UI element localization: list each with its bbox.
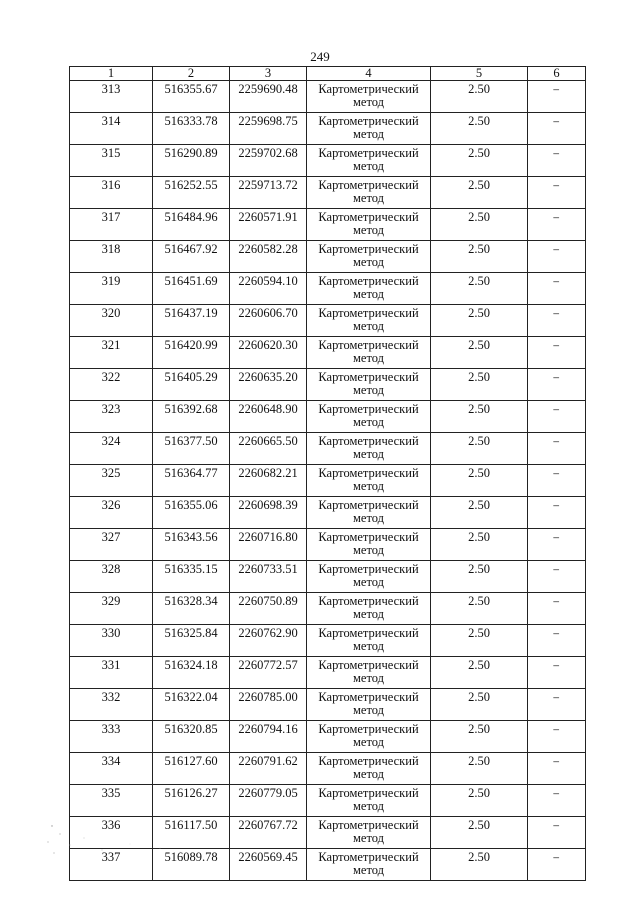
table-row bbox=[70, 241, 586, 273]
table-row bbox=[70, 561, 586, 593]
method-cell bbox=[307, 753, 431, 785]
x-coordinate-cell: 516451.69 bbox=[153, 273, 230, 305]
method-line-2: метод bbox=[352, 351, 384, 365]
dash-mark: – bbox=[553, 338, 560, 352]
method-line-2: метод bbox=[352, 447, 384, 461]
y-coordinate-cell: 2260620.30 bbox=[230, 337, 307, 369]
method-line-2: метод bbox=[352, 639, 384, 653]
dash-mark: – bbox=[553, 786, 560, 800]
table-row bbox=[70, 785, 586, 817]
accuracy-cell: 2.50 bbox=[431, 625, 528, 657]
method-line-2: метод bbox=[352, 543, 384, 557]
method-cell bbox=[307, 401, 431, 433]
x-coordinate-cell: 516364.77 bbox=[153, 465, 230, 497]
note-cell bbox=[528, 689, 586, 721]
method-line-2: метод bbox=[352, 223, 384, 237]
accuracy-cell: 2.50 bbox=[431, 177, 528, 209]
point-number-cell: 335 bbox=[70, 785, 153, 817]
method-line-2: метод bbox=[352, 671, 384, 685]
note-cell bbox=[528, 145, 586, 177]
column-header: 3 bbox=[230, 67, 307, 81]
note-cell bbox=[528, 529, 586, 561]
method-line-2: метод bbox=[352, 735, 384, 749]
header-row bbox=[70, 67, 586, 81]
method-line-1: Картометрический bbox=[318, 114, 419, 128]
table-row bbox=[70, 849, 586, 881]
method-line-1: Картометрический bbox=[318, 338, 419, 352]
note-cell bbox=[528, 465, 586, 497]
method-line-2: метод bbox=[352, 415, 384, 429]
x-coordinate-cell: 516420.99 bbox=[153, 337, 230, 369]
point-number-cell: 326 bbox=[70, 497, 153, 529]
method-cell bbox=[307, 497, 431, 529]
y-coordinate-cell: 2260582.28 bbox=[230, 241, 307, 273]
accuracy-cell: 2.50 bbox=[431, 721, 528, 753]
note-cell bbox=[528, 433, 586, 465]
method-line-2: метод bbox=[352, 703, 384, 717]
method-cell bbox=[307, 273, 431, 305]
table-row bbox=[70, 753, 586, 785]
method-cell bbox=[307, 177, 431, 209]
method-line-2: метод bbox=[352, 383, 384, 397]
accuracy-cell: 2.50 bbox=[431, 593, 528, 625]
method-line-2: метод bbox=[352, 863, 384, 877]
table-row bbox=[70, 209, 586, 241]
table-row bbox=[70, 625, 586, 657]
accuracy-cell: 2.50 bbox=[431, 657, 528, 689]
method-cell bbox=[307, 369, 431, 401]
dash-mark: – bbox=[553, 146, 560, 160]
note-cell bbox=[528, 241, 586, 273]
dash-mark: – bbox=[553, 274, 560, 288]
coordinates-table bbox=[69, 66, 586, 881]
column-header: 1 bbox=[70, 67, 153, 81]
method-line-1: Картометрический bbox=[318, 306, 419, 320]
note-cell bbox=[528, 561, 586, 593]
method-line-1: Картометрический bbox=[318, 690, 419, 704]
accuracy-cell: 2.50 bbox=[431, 753, 528, 785]
method-cell bbox=[307, 817, 431, 849]
method-line-1: Картометрический bbox=[318, 146, 419, 160]
accuracy-cell: 2.50 bbox=[431, 145, 528, 177]
note-cell bbox=[528, 497, 586, 529]
x-coordinate-cell: 516320.85 bbox=[153, 721, 230, 753]
y-coordinate-cell: 2259702.68 bbox=[230, 145, 307, 177]
x-coordinate-cell: 516355.06 bbox=[153, 497, 230, 529]
table-row bbox=[70, 593, 586, 625]
dash-mark: – bbox=[553, 754, 560, 768]
point-number-cell: 337 bbox=[70, 849, 153, 881]
y-coordinate-cell: 2260762.90 bbox=[230, 625, 307, 657]
method-cell bbox=[307, 625, 431, 657]
table-row bbox=[70, 433, 586, 465]
dash-mark: – bbox=[553, 466, 560, 480]
method-cell bbox=[307, 145, 431, 177]
method-cell bbox=[307, 433, 431, 465]
method-cell bbox=[307, 849, 431, 881]
x-coordinate-cell: 516484.96 bbox=[153, 209, 230, 241]
note-cell bbox=[528, 337, 586, 369]
y-coordinate-cell: 2260733.51 bbox=[230, 561, 307, 593]
x-coordinate-cell: 516324.18 bbox=[153, 657, 230, 689]
y-coordinate-cell: 2260569.45 bbox=[230, 849, 307, 881]
point-number-cell: 336 bbox=[70, 817, 153, 849]
point-number-cell: 324 bbox=[70, 433, 153, 465]
y-coordinate-cell: 2260665.50 bbox=[230, 433, 307, 465]
table-row bbox=[70, 273, 586, 305]
note-cell bbox=[528, 209, 586, 241]
method-line-1: Картометрический bbox=[318, 466, 419, 480]
method-line-1: Картометрический bbox=[318, 818, 419, 832]
method-line-2: метод bbox=[352, 287, 384, 301]
point-number-cell: 319 bbox=[70, 273, 153, 305]
accuracy-cell: 2.50 bbox=[431, 529, 528, 561]
point-number-cell: 323 bbox=[70, 401, 153, 433]
x-coordinate-cell: 516322.04 bbox=[153, 689, 230, 721]
y-coordinate-cell: 2259713.72 bbox=[230, 177, 307, 209]
dash-mark: – bbox=[553, 818, 560, 832]
accuracy-cell: 2.50 bbox=[431, 465, 528, 497]
table-row bbox=[70, 369, 586, 401]
table-row bbox=[70, 721, 586, 753]
table-row bbox=[70, 529, 586, 561]
method-cell bbox=[307, 113, 431, 145]
method-line-1: Картометрический bbox=[318, 722, 419, 736]
table-body bbox=[70, 81, 586, 881]
point-number-cell: 331 bbox=[70, 657, 153, 689]
point-number-cell: 313 bbox=[70, 81, 153, 113]
y-coordinate-cell: 2260648.90 bbox=[230, 401, 307, 433]
table-row bbox=[70, 465, 586, 497]
method-line-2: метод bbox=[352, 319, 384, 333]
method-line-1: Картометрический bbox=[318, 402, 419, 416]
method-line-1: Картометрический bbox=[318, 274, 419, 288]
accuracy-cell: 2.50 bbox=[431, 209, 528, 241]
method-cell bbox=[307, 689, 431, 721]
note-cell bbox=[528, 401, 586, 433]
dash-mark: – bbox=[553, 370, 560, 384]
accuracy-cell: 2.50 bbox=[431, 241, 528, 273]
point-number-cell: 320 bbox=[70, 305, 153, 337]
point-number-cell: 332 bbox=[70, 689, 153, 721]
point-number-cell: 328 bbox=[70, 561, 153, 593]
method-line-2: метод bbox=[352, 159, 384, 173]
method-cell bbox=[307, 337, 431, 369]
x-coordinate-cell: 516467.92 bbox=[153, 241, 230, 273]
x-coordinate-cell: 516437.19 bbox=[153, 305, 230, 337]
y-coordinate-cell: 2260571.91 bbox=[230, 209, 307, 241]
x-coordinate-cell: 516355.67 bbox=[153, 81, 230, 113]
note-cell bbox=[528, 657, 586, 689]
dash-mark: – bbox=[553, 402, 560, 416]
method-line-2: метод bbox=[352, 767, 384, 781]
dash-mark: – bbox=[553, 114, 560, 128]
method-line-2: метод bbox=[352, 831, 384, 845]
y-coordinate-cell: 2260606.70 bbox=[230, 305, 307, 337]
table-row bbox=[70, 177, 586, 209]
table-row bbox=[70, 113, 586, 145]
point-number-cell: 316 bbox=[70, 177, 153, 209]
note-cell bbox=[528, 625, 586, 657]
method-line-1: Картометрический bbox=[318, 786, 419, 800]
method-cell bbox=[307, 721, 431, 753]
y-coordinate-cell: 2260594.10 bbox=[230, 273, 307, 305]
method-cell bbox=[307, 785, 431, 817]
note-cell bbox=[528, 305, 586, 337]
note-cell bbox=[528, 721, 586, 753]
point-number-cell: 327 bbox=[70, 529, 153, 561]
method-line-1: Картометрический bbox=[318, 530, 419, 544]
column-header: 2 bbox=[153, 67, 230, 81]
x-coordinate-cell: 516126.27 bbox=[153, 785, 230, 817]
method-line-2: метод bbox=[352, 95, 384, 109]
x-coordinate-cell: 516343.56 bbox=[153, 529, 230, 561]
accuracy-cell: 2.50 bbox=[431, 817, 528, 849]
method-line-1: Картометрический bbox=[318, 82, 419, 96]
method-line-1: Картометрический bbox=[318, 242, 419, 256]
note-cell bbox=[528, 369, 586, 401]
accuracy-cell: 2.50 bbox=[431, 849, 528, 881]
accuracy-cell: 2.50 bbox=[431, 561, 528, 593]
page-number: 249 bbox=[310, 49, 330, 64]
x-coordinate-cell: 516405.29 bbox=[153, 369, 230, 401]
point-number-cell: 329 bbox=[70, 593, 153, 625]
x-coordinate-cell: 516377.50 bbox=[153, 433, 230, 465]
table-row bbox=[70, 81, 586, 113]
note-cell bbox=[528, 849, 586, 881]
accuracy-cell: 2.50 bbox=[431, 369, 528, 401]
method-cell bbox=[307, 81, 431, 113]
method-cell bbox=[307, 529, 431, 561]
method-line-1: Картометрический bbox=[318, 626, 419, 640]
accuracy-cell: 2.50 bbox=[431, 305, 528, 337]
method-line-1: Картометрический bbox=[318, 498, 419, 512]
dash-mark: – bbox=[553, 562, 560, 576]
note-cell bbox=[528, 177, 586, 209]
x-coordinate-cell: 516325.84 bbox=[153, 625, 230, 657]
point-number-cell: 325 bbox=[70, 465, 153, 497]
dash-mark: – bbox=[553, 82, 560, 96]
method-line-1: Картометрический bbox=[318, 850, 419, 864]
y-coordinate-cell: 2260716.80 bbox=[230, 529, 307, 561]
y-coordinate-cell: 2260698.39 bbox=[230, 497, 307, 529]
column-header: 4 bbox=[307, 67, 431, 81]
accuracy-cell: 2.50 bbox=[431, 81, 528, 113]
note-cell bbox=[528, 273, 586, 305]
dash-mark: – bbox=[553, 690, 560, 704]
dash-mark: – bbox=[553, 178, 560, 192]
x-coordinate-cell: 516290.89 bbox=[153, 145, 230, 177]
dash-mark: – bbox=[553, 594, 560, 608]
table-row bbox=[70, 657, 586, 689]
note-cell bbox=[528, 113, 586, 145]
dash-mark: – bbox=[553, 434, 560, 448]
method-line-2: метод bbox=[352, 255, 384, 269]
method-cell bbox=[307, 465, 431, 497]
method-line-1: Картометрический bbox=[318, 370, 419, 384]
method-line-2: метод bbox=[352, 479, 384, 493]
dash-mark: – bbox=[553, 210, 560, 224]
dash-mark: – bbox=[553, 722, 560, 736]
x-coordinate-cell: 516392.68 bbox=[153, 401, 230, 433]
table-row bbox=[70, 817, 586, 849]
method-line-1: Картометрический bbox=[318, 178, 419, 192]
table-row bbox=[70, 337, 586, 369]
dash-mark: – bbox=[553, 626, 560, 640]
table-row bbox=[70, 305, 586, 337]
table-row bbox=[70, 497, 586, 529]
dash-mark: – bbox=[553, 306, 560, 320]
accuracy-cell: 2.50 bbox=[431, 337, 528, 369]
column-header: 5 bbox=[431, 67, 528, 81]
point-number-cell: 317 bbox=[70, 209, 153, 241]
method-cell bbox=[307, 657, 431, 689]
accuracy-cell: 2.50 bbox=[431, 113, 528, 145]
dash-mark: – bbox=[553, 850, 560, 864]
x-coordinate-cell: 516252.55 bbox=[153, 177, 230, 209]
method-cell bbox=[307, 593, 431, 625]
method-line-2: метод bbox=[352, 799, 384, 813]
y-coordinate-cell: 2260682.21 bbox=[230, 465, 307, 497]
accuracy-cell: 2.50 bbox=[431, 273, 528, 305]
note-cell bbox=[528, 785, 586, 817]
point-number-cell: 333 bbox=[70, 721, 153, 753]
x-coordinate-cell: 516333.78 bbox=[153, 113, 230, 145]
point-number-cell: 315 bbox=[70, 145, 153, 177]
method-line-1: Картометрический bbox=[318, 754, 419, 768]
method-cell bbox=[307, 209, 431, 241]
y-coordinate-cell: 2260635.20 bbox=[230, 369, 307, 401]
dash-mark: – bbox=[553, 498, 560, 512]
point-number-cell: 322 bbox=[70, 369, 153, 401]
note-cell bbox=[528, 593, 586, 625]
table-row bbox=[70, 689, 586, 721]
x-coordinate-cell: 516089.78 bbox=[153, 849, 230, 881]
y-coordinate-cell: 2260767.72 bbox=[230, 817, 307, 849]
accuracy-cell: 2.50 bbox=[431, 689, 528, 721]
x-coordinate-cell: 516335.15 bbox=[153, 561, 230, 593]
method-line-2: метод bbox=[352, 191, 384, 205]
point-number-cell: 330 bbox=[70, 625, 153, 657]
accuracy-cell: 2.50 bbox=[431, 497, 528, 529]
dash-mark: – bbox=[553, 530, 560, 544]
method-line-2: метод bbox=[352, 511, 384, 525]
method-line-2: метод bbox=[352, 575, 384, 589]
point-number-cell: 318 bbox=[70, 241, 153, 273]
accuracy-cell: 2.50 bbox=[431, 433, 528, 465]
y-coordinate-cell: 2260791.62 bbox=[230, 753, 307, 785]
note-cell bbox=[528, 817, 586, 849]
accuracy-cell: 2.50 bbox=[431, 785, 528, 817]
note-cell bbox=[528, 753, 586, 785]
method-line-1: Картометрический bbox=[318, 594, 419, 608]
x-coordinate-cell: 516127.60 bbox=[153, 753, 230, 785]
y-coordinate-cell: 2260785.00 bbox=[230, 689, 307, 721]
y-coordinate-cell: 2260779.05 bbox=[230, 785, 307, 817]
note-cell bbox=[528, 81, 586, 113]
y-coordinate-cell: 2260772.57 bbox=[230, 657, 307, 689]
dash-mark: – bbox=[553, 658, 560, 672]
y-coordinate-cell: 2259698.75 bbox=[230, 113, 307, 145]
x-coordinate-cell: 516117.50 bbox=[153, 817, 230, 849]
y-coordinate-cell: 2259690.48 bbox=[230, 81, 307, 113]
table-row bbox=[70, 401, 586, 433]
method-cell bbox=[307, 305, 431, 337]
method-line-2: метод bbox=[352, 607, 384, 621]
x-coordinate-cell: 516328.34 bbox=[153, 593, 230, 625]
method-cell bbox=[307, 241, 431, 273]
point-number-cell: 334 bbox=[70, 753, 153, 785]
table-row bbox=[70, 145, 586, 177]
method-line-1: Картометрический bbox=[318, 658, 419, 672]
method-line-2: метод bbox=[352, 127, 384, 141]
method-line-1: Картометрический bbox=[318, 562, 419, 576]
accuracy-cell: 2.50 bbox=[431, 401, 528, 433]
point-number-cell: 314 bbox=[70, 113, 153, 145]
method-cell bbox=[307, 561, 431, 593]
dash-mark: – bbox=[553, 242, 560, 256]
column-header: 6 bbox=[528, 67, 586, 81]
method-line-1: Картометрический bbox=[318, 434, 419, 448]
y-coordinate-cell: 2260794.16 bbox=[230, 721, 307, 753]
point-number-cell: 321 bbox=[70, 337, 153, 369]
method-line-1: Картометрический bbox=[318, 210, 419, 224]
y-coordinate-cell: 2260750.89 bbox=[230, 593, 307, 625]
